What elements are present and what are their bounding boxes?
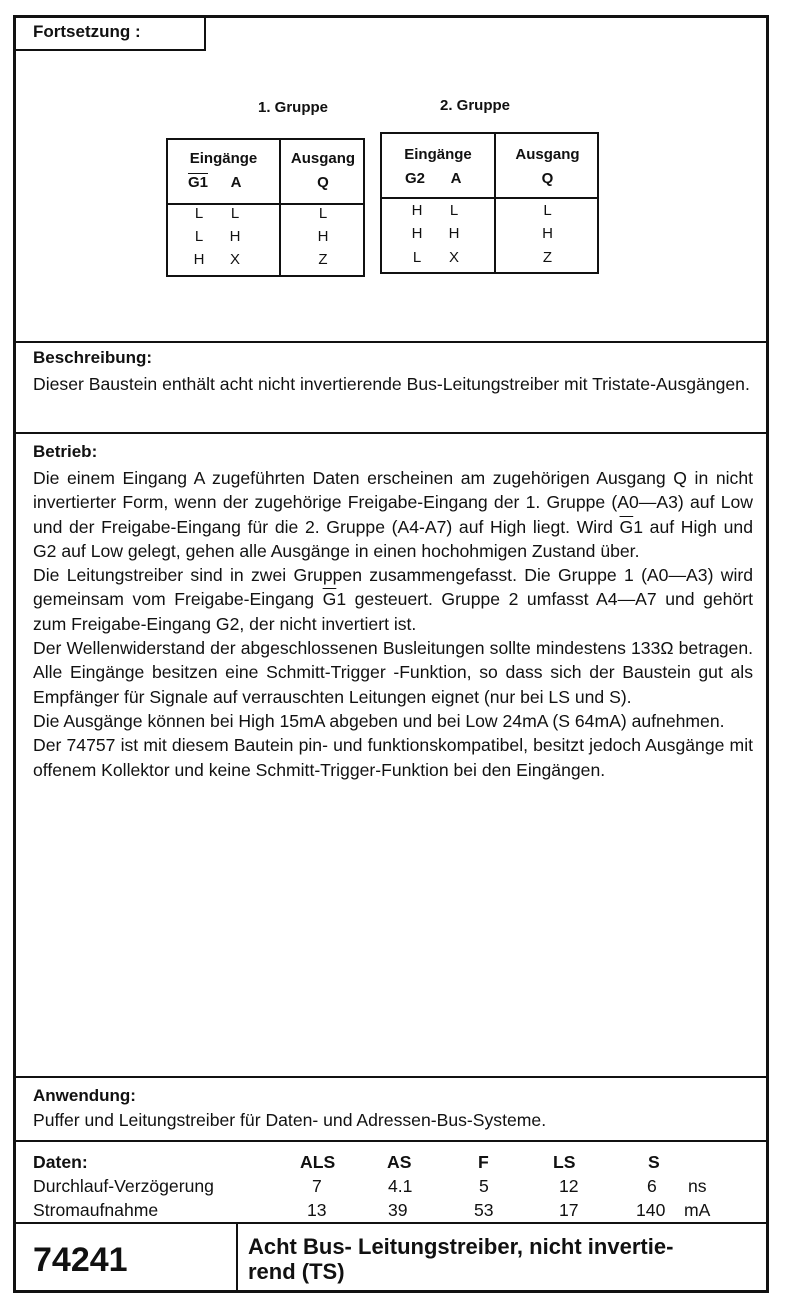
footer-divider [236, 1222, 238, 1292]
input-col-g2: G2 [404, 170, 425, 187]
betrieb-paragraph: Die Leitungstreiber sind in zwei Gruppen zusammengefasst. Die Gruppe 1 (A0—A3) wird gemeinsam vom Freigabe-Eingang $\overline{G}1$ gesteuert. Gruppe 2 umfasst A4—A7 und gehört zum Freigabe-Eingang G2, der nicht invertiert ist. [33, 565, 753, 634]
betrieb-paragraph: Der 74757 ist mit diesem Bautein pin- und funktionskompatibel, besitzt jedoch Ausgänge mit offenem Kollektor und keine Schmitt-Trigger-Funktion bei den Eingängen. [33, 735, 753, 780]
table-cell: Z [318, 251, 328, 268]
table-cell: L [230, 205, 240, 222]
daten-value: 39 [388, 1200, 408, 1220]
table-cell: L [194, 228, 204, 245]
family-header: F [478, 1152, 489, 1172]
table-cell: H [193, 251, 205, 268]
input-col-a: A [450, 170, 462, 187]
divider [13, 432, 769, 434]
daten-value: 53 [474, 1200, 494, 1220]
divider [13, 341, 769, 343]
group-1-label: 1. Gruppe [258, 99, 329, 116]
table-cell: L [412, 249, 422, 266]
table-cell: H [411, 225, 423, 242]
daten-value: 12 [559, 1176, 579, 1196]
betrieb-title: Betrieb: [33, 442, 98, 461]
daten-value: 13 [307, 1200, 327, 1220]
output-header: Ausgang [290, 150, 356, 167]
daten-value: 5 [479, 1176, 489, 1196]
betrieb-paragraph: Die Ausgänge können bei High 15mA abgeben und bei Low 24mA (S 64mA) aufnehmen. [33, 710, 725, 731]
family-header: AS [387, 1152, 412, 1172]
daten-row-label: Stromaufnahme [33, 1200, 159, 1220]
table-cell: H [229, 228, 241, 245]
daten-value: 7 [312, 1176, 322, 1196]
betrieb-paragraph: Der Wellenwiderstand der abgeschlossenen Busleitungen sollte mindestens 133Ω betragen. Alle Eingänge besitzen eine Schmitt-Trigger -Funktion, so dass sich der Baustein gut als Empfänger für Signale auf verrauschten Leitungen eignet (nur bei LS und S). [33, 638, 753, 707]
daten-unit: mA [684, 1200, 711, 1220]
device-title-line: rend (TS) [248, 1259, 345, 1284]
table-cell: H [448, 225, 460, 242]
daten-title: Daten: [33, 1152, 88, 1172]
table-cell: L [318, 205, 328, 222]
beschreibung-text: Dieser Baustein enthält acht nicht invertierende Bus-Leitungstreiber mit Tristate-Ausgängen. [33, 374, 750, 394]
daten-value: 17 [559, 1200, 579, 1220]
table-cell: H [542, 225, 553, 242]
truth-table-group-1 [166, 138, 365, 277]
table-cell: H [317, 228, 329, 245]
device-title-line: Acht Bus- Leitungstreiber, nicht invertie- [248, 1234, 674, 1259]
input-col-a: A [230, 174, 242, 191]
output-col-q: Q [317, 174, 329, 191]
inputs-header: Eingänge [404, 146, 472, 163]
table-cell: H [411, 202, 423, 219]
group-2-label: 2. Gruppe [440, 97, 511, 114]
family-header: LS [553, 1152, 576, 1172]
table-cell: L [194, 205, 204, 222]
continuation-tab: Fortsetzung : [13, 15, 206, 51]
output-col-q: Q [541, 170, 554, 187]
betrieb-text [33, 466, 753, 782]
divider [13, 1076, 769, 1078]
input-col-g1: G1 [187, 174, 208, 191]
truth-table-group-2 [380, 132, 599, 274]
inputs-header: Eingänge [189, 150, 258, 167]
table-cell: X [448, 249, 459, 266]
anwendung-text: Puffer und Leitungstreiber für Daten- und Adressen-Bus-Systeme. [33, 1110, 547, 1130]
daten-value: 140 [636, 1200, 666, 1220]
anwendung-title: Anwendung: [33, 1086, 136, 1105]
divider [13, 1140, 769, 1142]
table-cell: L [449, 202, 459, 219]
betrieb-paragraph: Die einem Eingang A zugeführten Daten erscheinen am zugehörigen Ausgang Q in nicht invertierter Form, wenn der zugehörige Freigabe-Eingang der 1. Gruppe (A0—A3) auf Low und der Freigabe-Eingang für die 2. Gruppe (A4-A7) auf High liegt. Wird $\overline{G}1$ auf High und G2 auf Low gelegt, gehen alle Ausgänge in einen hochohmigen Zustand über. [33, 468, 753, 561]
beschreibung-title: Beschreibung: [33, 348, 153, 367]
daten-row-label: Durchlauf-Verzögerung [33, 1176, 214, 1196]
daten-unit: ns [688, 1176, 707, 1196]
daten-value: 6 [647, 1176, 657, 1196]
device-title [248, 1234, 758, 1284]
table-cell: X [229, 251, 240, 268]
table-cell: Z [542, 249, 553, 266]
divider [13, 1222, 769, 1224]
table-cell: L [543, 202, 552, 219]
output-header: Ausgang [515, 146, 580, 163]
family-header: S [648, 1152, 660, 1172]
family-header: ALS [300, 1152, 336, 1172]
chip-number: 74241 [33, 1241, 128, 1279]
daten-value: 4.1 [388, 1176, 413, 1196]
